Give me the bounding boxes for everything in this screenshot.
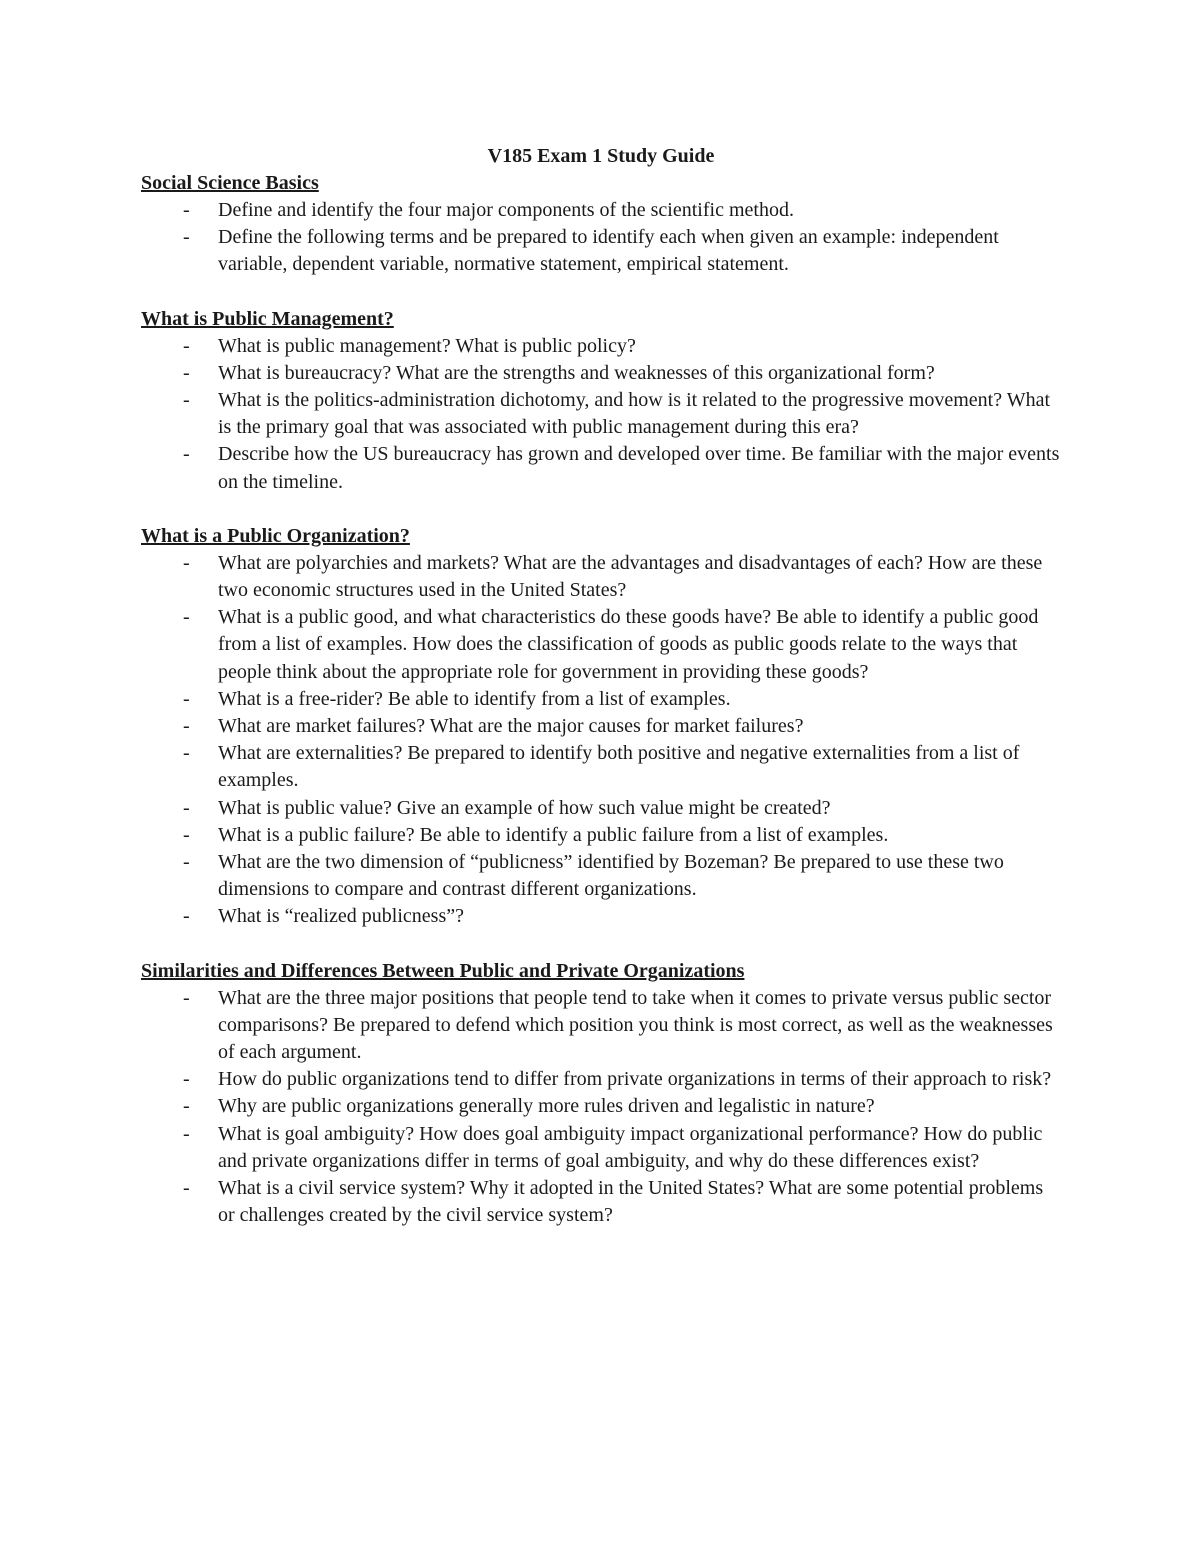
section-public-private-comparison xyxy=(141,958,1061,1230)
list-item xyxy=(141,985,1061,1067)
bullet-dash: - xyxy=(183,986,190,1009)
bullet-dash: - xyxy=(183,389,190,412)
list-item xyxy=(141,686,1061,713)
section-heading: Similarities and Differences Between Public and Private Organizations xyxy=(141,959,745,982)
bullet-dash: - xyxy=(183,742,190,765)
bullet-dash: - xyxy=(183,199,190,221)
list-item xyxy=(141,550,1061,604)
list-item xyxy=(141,903,1061,930)
section-public-management xyxy=(141,306,1061,496)
list-item xyxy=(141,197,1061,224)
list-item-text: What are the three major positions that people tend to take when it comes to private versus public sector comparisons? Be prepared to defend which position you think is most correct, as well as the weaknesses of each argument. xyxy=(218,986,1053,1064)
bullet-dash: - xyxy=(183,715,190,738)
list-item xyxy=(141,1175,1061,1229)
list-item xyxy=(141,740,1061,794)
bullet-dash: - xyxy=(183,1177,190,1200)
bullet-dash: - xyxy=(183,334,190,357)
list-item-text: What is goal ambiguity? How does goal ambiguity impact organizational performance? How do public and private organizations differ in terms of goal ambiguity, and why do these differences exist? xyxy=(218,1122,1043,1172)
bullet-dash: - xyxy=(183,1095,190,1118)
bullet-list xyxy=(141,550,1061,931)
list-item-text: Define and identify the four major components of the scientific method. xyxy=(218,199,794,221)
list-item-text: What is public management? What is public policy? xyxy=(218,334,636,357)
bullet-dash: - xyxy=(183,1068,190,1091)
list-item xyxy=(141,1066,1061,1093)
list-item-text: What are externalities? Be prepared to identify both positive and negative externalities from a list of examples. xyxy=(218,742,1020,792)
bullet-dash: - xyxy=(183,606,190,629)
document-page xyxy=(141,143,1061,1257)
bullet-dash: - xyxy=(183,687,190,710)
list-item-text: What is a civil service system? Why it adopted in the United States? What are some potential problems or challenges created by the civil service system? xyxy=(218,1177,1044,1227)
bullet-dash: - xyxy=(183,823,190,846)
list-item xyxy=(141,604,1061,686)
list-item-text: What are market failures? What are the major causes for market failures? xyxy=(218,715,804,738)
document-title: V185 Exam 1 Study Guide xyxy=(487,145,715,167)
bullet-dash: - xyxy=(183,551,190,574)
list-item-text: What is a public good, and what characteristics do these goods have? Be able to identify a public good from a list of examples. How does the classification of goods as public goods relate to the ways that people think about the appropriate role for government in providing these goods? xyxy=(218,606,1039,683)
section-heading: What is Public Management? xyxy=(141,307,394,330)
list-item xyxy=(141,849,1061,903)
list-item xyxy=(141,1093,1061,1120)
list-item-text: Describe how the US bureaucracy has grown and developed over time. Be familiar with the major events on the timeline. xyxy=(218,443,1060,493)
bullet-dash: - xyxy=(183,905,190,928)
section-public-organization xyxy=(141,523,1061,931)
list-item-text: What is a free-rider? Be able to identify from a list of examples. xyxy=(218,687,731,710)
list-item-text: What is a public failure? Be able to identify a public failure from a list of examples. xyxy=(218,823,889,846)
list-item xyxy=(141,441,1061,495)
list-item-text: Define the following terms and be prepared to identify each when given an example: independent variable, dependent variable, normative statement, empirical statement. xyxy=(218,226,999,276)
bullet-list xyxy=(141,197,1061,279)
list-item xyxy=(141,360,1061,387)
list-item xyxy=(141,713,1061,740)
list-item xyxy=(141,822,1061,849)
list-item-text: What is public value? Give an example of how such value might be created? xyxy=(218,796,831,819)
section-heading: Social Science Basics xyxy=(141,172,319,194)
list-item-text: What is the politics-administration dichotomy, and how is it related to the progressive movement? What is the primary goal that was associated with public management during this era? xyxy=(218,389,1051,439)
list-item-text: What are polyarchies and markets? What are the advantages and disadvantages of each? How are these two economic structures used in the United States? xyxy=(218,551,1043,602)
bullet-list xyxy=(141,985,1061,1230)
bullet-dash: - xyxy=(183,361,190,384)
section-social-science-basics xyxy=(141,170,1061,279)
bullet-dash: - xyxy=(183,1122,190,1145)
bullet-dash: - xyxy=(183,226,190,249)
list-item xyxy=(141,1121,1061,1175)
list-item xyxy=(141,795,1061,822)
list-item xyxy=(141,224,1061,278)
bullet-dash: - xyxy=(183,443,190,466)
list-item-text: What is bureaucracy? What are the strengths and weaknesses of this organizational form? xyxy=(218,361,935,384)
bullet-dash: - xyxy=(183,851,190,874)
list-item xyxy=(141,387,1061,441)
section-heading: What is a Public Organization? xyxy=(141,524,410,547)
list-item xyxy=(141,333,1061,360)
list-item-text: Why are public organizations generally more rules driven and legalistic in nature? xyxy=(218,1095,875,1118)
list-item-text: What is “realized publicness”? xyxy=(218,905,464,928)
list-item-text: How do public organizations tend to differ from private organizations in terms of their approach to risk? xyxy=(218,1068,1052,1091)
bullet-dash: - xyxy=(183,796,190,819)
list-item-text: What are the two dimension of “publicness” identified by Bozeman? Be prepared to use these two dimensions to compare and contrast different organizations. xyxy=(218,851,1004,901)
bullet-list xyxy=(141,333,1061,496)
